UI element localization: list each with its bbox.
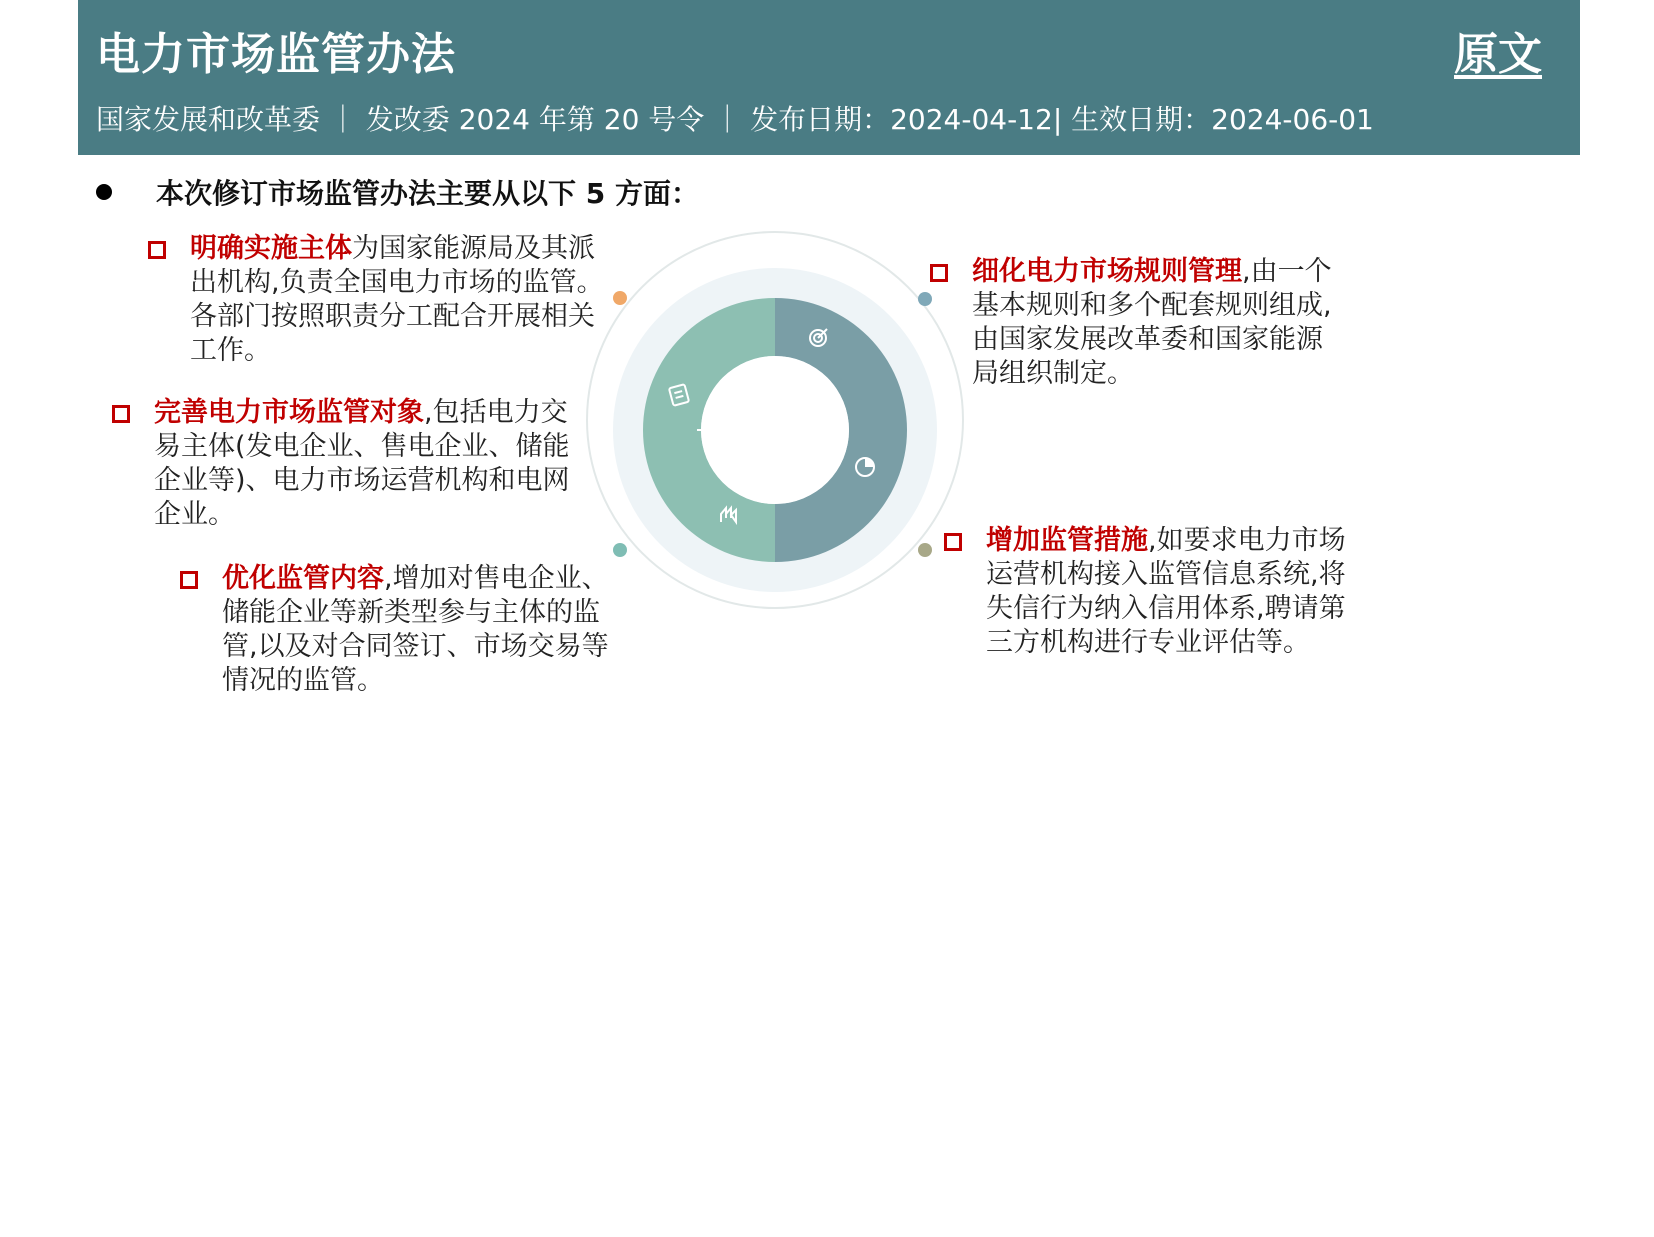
point-highlight: 明确实施主体: [190, 233, 352, 264]
connector-dot-olive: [918, 543, 932, 557]
point-highlight: 增加监管措施: [986, 525, 1148, 556]
intro-text: 本次修订市场监管办法主要从以下 5 方面：: [156, 177, 699, 210]
bullet-dot-icon: [96, 184, 112, 200]
intro-line: [96, 172, 699, 212]
ring-inner-hole: [701, 356, 849, 504]
point-text: 为国家能源局及其派出机构,负责全国电力市场的监管。各部门按照职责分工配合开展相关工作。: [190, 233, 604, 366]
original-text-link[interactable]: 原文: [1454, 29, 1542, 80]
point-supervision-measures: [986, 524, 1346, 660]
page-title: 电力市场监管办法: [96, 29, 456, 80]
point-text: ,包括电力交易主体(发电企业、售电企业、储能企业等)、电力市场运营机构和电网企业。: [154, 397, 570, 530]
point-rules-management: [972, 255, 1332, 391]
connector-dot-orange: [613, 291, 627, 305]
point-highlight: 细化电力市场规则管理: [972, 256, 1242, 287]
ring-diagram: [565, 230, 985, 620]
point-supervision-content: [222, 562, 622, 698]
point-text: ,增加对售电企业、储能企业等新类型参与主体的监管,以及对合同签订、市场交易等情况的监管。: [222, 563, 609, 696]
square-bullet-icon: [112, 405, 130, 423]
square-bullet-icon: [180, 571, 198, 589]
point-highlight: 优化监管内容: [222, 563, 384, 594]
point-implementing-body: [190, 232, 610, 368]
point-text: ,由一个基本规则和多个配套规则组成,由国家发展改革委和国家能源局组织制定。: [972, 256, 1332, 389]
connector-dot-blue: [918, 292, 932, 306]
point-text: ,如要求电力市场运营机构接入监管信息系统,将失信行为纳入信用体系,聘请第三方机构进行专业评估等。: [986, 525, 1346, 658]
square-bullet-icon: [148, 241, 166, 259]
document-meta: 国家发展和改革委 ｜ 发改委 2024 年第 20 号令 ｜ 发布日期：2024-04-12| 生效日期：2024-06-01: [96, 103, 1374, 136]
connector-dot-teal: [613, 543, 627, 557]
point-supervision-targets: [154, 396, 574, 532]
point-highlight: 完善电力市场监管对象: [154, 397, 424, 428]
header-banner: [78, 0, 1580, 155]
